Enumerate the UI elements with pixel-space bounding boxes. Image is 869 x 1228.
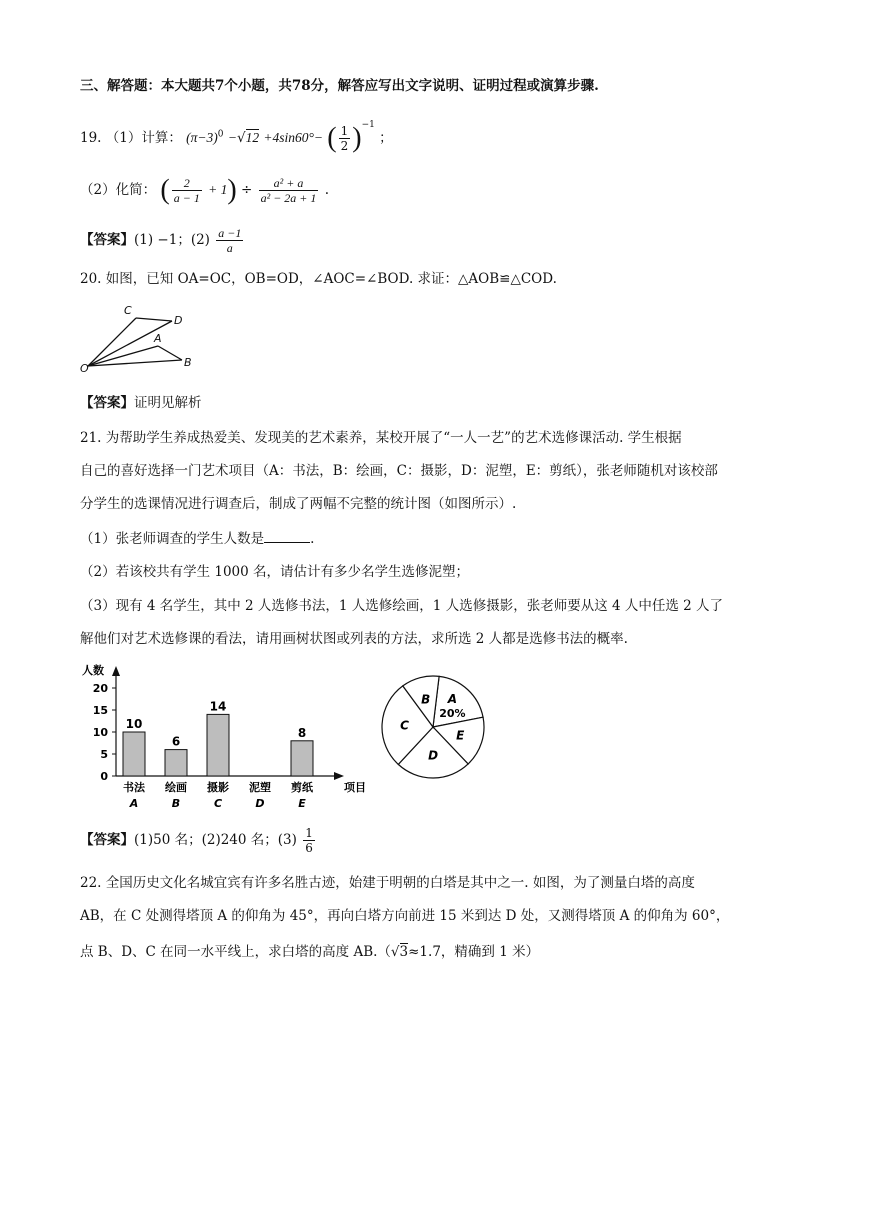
label-c: C [124,304,132,317]
answer-blank [264,530,310,543]
q19-answer-frac [216,226,243,255]
x-tick-label: 绘画 [165,781,187,794]
x-tick-letter: C [213,797,223,810]
y-tick-label: 20 [92,682,108,695]
bar-value-label: 8 [297,725,307,740]
q21-line3: 分学生的选课情况进行调查后，制成了两幅不完整的统计图（如图所示）. [80,496,517,512]
q20-text [80,269,557,289]
q21-p3-line1: （3）现有 4 名学生，其中 2 人选修书法，1 人选修绘画，1 人选修摄影，张老师要从这 4 人中任选 2 人了 [80,598,724,614]
bar-value-label: 6 [171,734,181,749]
q19-plus: + 1 [208,182,228,197]
x-tick-label: 剪纸 [291,781,313,794]
q20-figure [78,302,208,374]
segment-cd [136,318,172,321]
q19-frac-num: 1 [340,124,349,138]
x-tick-letter: A [129,797,139,810]
q21-answer [80,826,317,855]
q21-line1: 21. 为帮助学生养成热爱美、发现美的艺术素养，某校开展了“一人一艺”的艺术选修课活动. 学生根据 [80,430,682,446]
x-tick-label: 泥塑 [249,781,271,794]
q20-answer [80,393,202,413]
answer-tag: 【答案】 [80,232,134,248]
q19-number: 19. [80,130,102,146]
answer-tag: 【答案】 [80,395,134,411]
q19-expr-b: − [227,130,237,145]
x-tick-label: 书法 [123,781,145,794]
q19-f1-num: 2 [172,176,202,191]
label-d: D [174,314,183,327]
pie-label: A [447,692,458,707]
x-tick-letter: D [255,797,265,810]
bar-value-label: 14 [209,699,227,714]
left-paren-icon: ( [327,122,337,154]
q19-f2-den: a² − 2a + 1 [260,191,317,205]
q19-part2 [80,176,329,205]
y-tick-label: 15 [92,704,108,717]
q19-part2-frac1 [172,176,202,205]
pie-label: B [421,692,431,707]
y-axis-title: 人数 [82,664,104,677]
q21-line2: 自己的喜好选择一门艺术项目（A：书法，B：绘画，C：摄影，D：泥塑，E：剪纸），张老师随机对该校部 [80,463,718,479]
q19-expr-a: (π−3) [186,130,218,145]
q21-p1-end: . [310,531,315,547]
q22-line2: AB，在 C 处测得塔顶 A 的仰角为 45°，再向白塔方向前进 15 米到达 D 处，又测得塔顶 A 的仰角为 60°， [80,908,730,924]
label-b: B [184,356,192,369]
q20-lines [88,318,182,366]
section-heading: 三、解答题：本大题共7个小题，共78分，解答应写出文字说明、证明过程或演算步骤. [80,78,599,94]
q19-end: ； [379,130,393,146]
q19-ans-den: a [226,241,233,255]
x-tick-letter: E [298,797,306,810]
q19-part2-frac2 [259,176,319,205]
q21-p1 [80,529,314,549]
q19-ans-num: a −1 [218,226,242,240]
pie-label: D [428,748,439,763]
answer-tag: 【答案】 [80,832,134,848]
label-a: A [154,332,162,345]
right-paren-icon: ) [227,174,237,206]
q19-expr-c: +4sin60°− [263,130,323,145]
left-paren-icon: ( [160,174,170,206]
x-tick-label: 摄影 [207,781,229,794]
q19-frac-den: 2 [340,139,349,153]
y-axis-arrow-icon [112,666,120,676]
bar-chart [78,658,368,818]
q21-p3-line2: 解他们对艺术选修课的看法，请用画树状图或列表的方法，求所选 2 人都是选修书法的概率. [80,631,628,647]
q22-sqrt-value: 3 [399,944,409,960]
pie-label: E [456,728,465,743]
q19-part2-label: （2）化简： [80,182,157,198]
q19-answer [80,226,245,255]
bar-c [207,714,229,776]
q22-line3-b: ≈1.7，精确到 1 米） [408,944,540,960]
q19-exp0: 0 [217,129,224,140]
label-o: O [80,362,89,374]
pie-chart [378,672,488,782]
q21-answer-text: (1)50 名；(2)240 名；(3) [134,832,297,848]
pie-label: C [400,718,409,733]
q22-line3 [80,942,539,962]
y-tick-label: 10 [92,726,108,739]
q20-statement: 如图，已知 OA=OC，OB=OD，∠AOC=∠BOD. 求证：△AOB≌△COD. [105,271,557,287]
q21-p2: （2）若该校共有学生 1000 名，请估计有多少名学生选修泥塑； [80,564,470,580]
q20-answer-text: 证明见解析 [134,395,202,411]
right-paren-icon: ) [352,122,362,154]
q19-f2-num: a² + a [259,176,319,191]
q19-answer-text: (1) −1；(2) [134,232,210,248]
segment-ab [158,346,182,360]
q19-exp: −1 [361,119,375,130]
bar-b [165,750,187,776]
y-tick-label: 0 [100,770,108,783]
sqrt-icon: √ [236,130,246,146]
bar-e [291,741,313,776]
q19-f1-den: a − 1 [173,191,200,205]
segment-ob [88,360,182,366]
x-axis-title: 项目 [344,781,366,794]
q21-p1-text: （1）张老师调查的学生人数是 [80,531,265,547]
q22-line3-a: 点 B、D、C 在同一水平线上，求白塔的高度 AB.（ [80,944,391,960]
q19-sqrt-value: 12 [245,130,260,145]
sqrt-icon: √ [390,944,400,960]
x-tick-letter: B [171,797,181,810]
q19-part1-label: （1）计算： [105,130,182,146]
bar-value-label: 10 [125,717,143,731]
q19-fraction [339,124,351,153]
q20-number: 20. [80,271,102,287]
q22-line1: 22. 全国历史文化名城宜宾有许多名胜古迹，始建于明朝的白塔是其中之一. 如图，为了测量白塔的高度 [80,875,695,891]
x-axis-arrow-icon [334,772,344,780]
q19-part2-end: . [324,182,329,198]
bar-a [123,732,145,776]
q19-part1 [80,119,393,154]
pie-percent-label: 20% [439,707,466,721]
y-tick-label: 5 [100,748,108,761]
q21-ans-den: 6 [305,841,313,855]
q21-ans-num: 1 [305,826,313,840]
q19-div: ÷ [241,182,253,198]
q21-answer-frac [303,826,315,855]
